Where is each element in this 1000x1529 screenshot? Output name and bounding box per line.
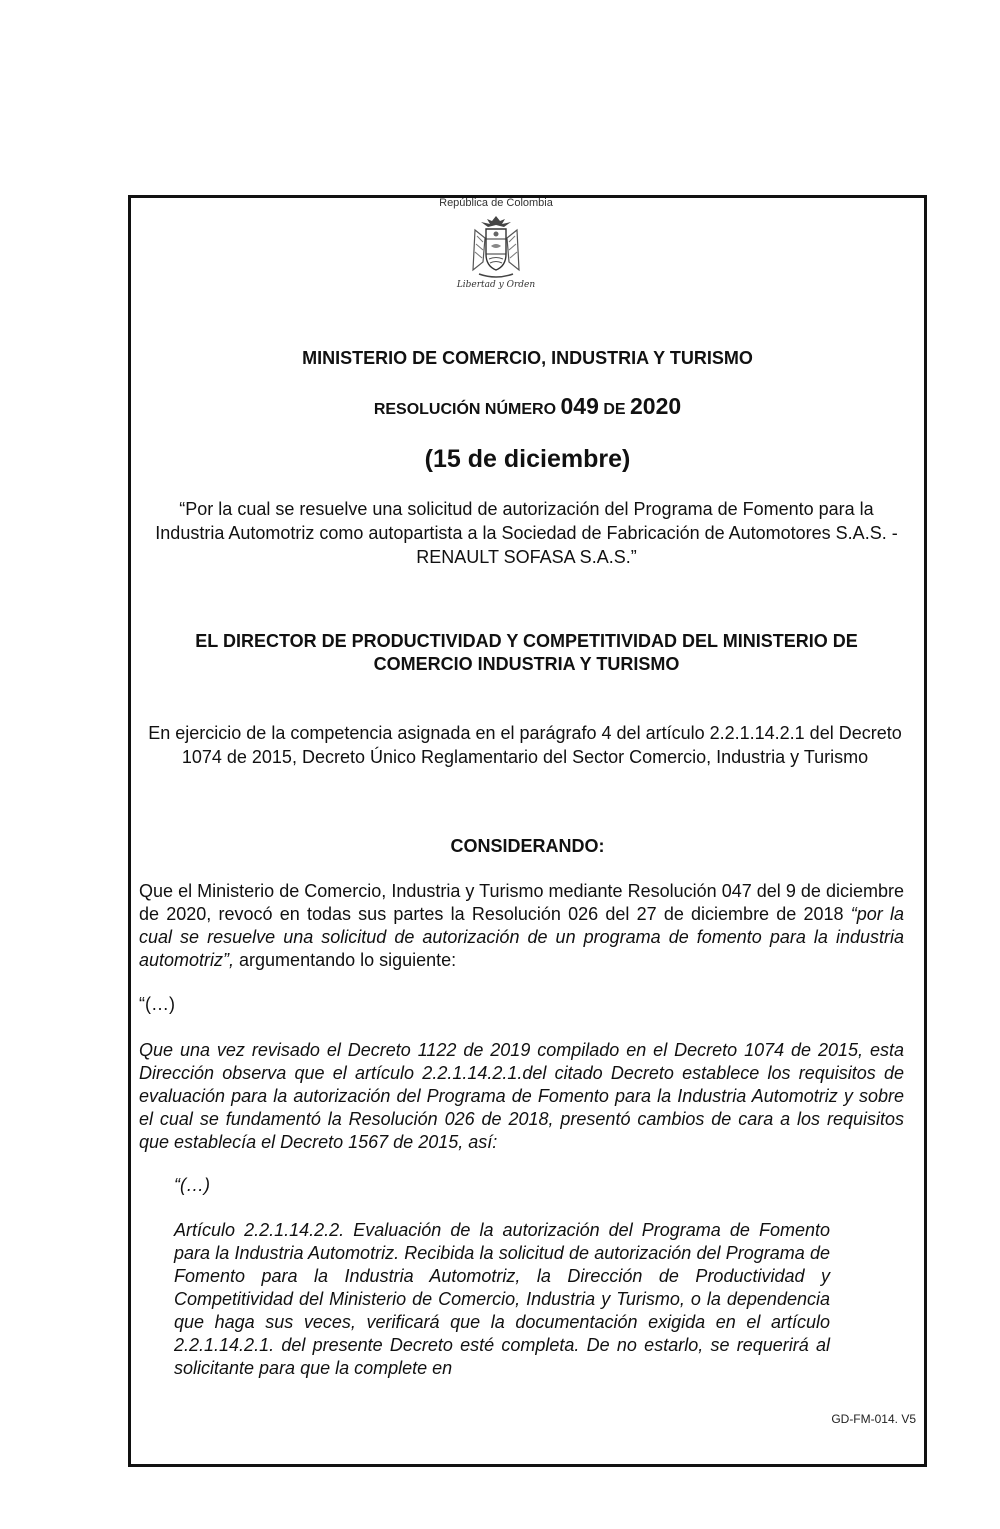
considerando-paragraph-1 bbox=[139, 880, 904, 972]
motto-label: Libertad y Orden bbox=[456, 280, 536, 290]
coat-of-arms bbox=[416, 196, 576, 306]
resolution-subject: “Por la cual se resuelve una solicitud de autorización del Programa de Fomento para la Industria Automotriz como autopartista a la Sociedad de Fabricación de Automotores S.A.S. - RENAULT SOFASA S.A.S.” bbox=[155, 499, 898, 567]
form-code: GD-FM-014. V5 bbox=[831, 1412, 916, 1426]
paragraph-1-quote: “por la cual se resuelve una solicitud de autorización de un programa de fomento para la industria automotriz”, bbox=[139, 904, 904, 970]
inner-quote-ellipsis: “(…) bbox=[174, 1175, 210, 1195]
resolution-label: RESOLUCIÓN NÚMERO bbox=[373, 401, 557, 418]
resolution-date: (15 de diciembre) bbox=[424, 445, 631, 473]
considerando-paragraph-2: Que una vez revisado el Decreto 1122 de 2019 compilado en el Decreto 1074 de 2015, esta Dirección observa que el artículo 2.2.1.14.2.1.del citado Decreto establece los requisitos de evaluación para la autorización del Programa de Fomento para la Industria Automotriz y sobre el cual se fundamentó la Resolución 026 de 2018, presentó cambios de cara a los requisitos que establecía el Decreto 1567 de 2015, así: bbox=[139, 1040, 904, 1152]
resolution-heading bbox=[128, 393, 927, 420]
quote-open-ellipsis: “(…) bbox=[139, 994, 175, 1014]
paragraph-1-outro: argumentando lo siguiente: bbox=[234, 950, 457, 970]
considerando-heading: CONSIDERANDO: bbox=[450, 836, 605, 856]
resolution-year: 2020 bbox=[630, 393, 682, 419]
country-label: República de Colombia bbox=[439, 197, 553, 209]
de-label: DE bbox=[603, 401, 626, 418]
article-quote-paragraph: Artículo 2.2.1.14.2.2. Evaluación de la autorización del Programa de Fomento para la Industria Automotriz. Recibida la solicitud de autorización del Programa de Fomento para la Industria Automotriz, la Dirección de Productividad y Competitividad del Ministerio de Comercio, Industria y Turismo, o la dependencia que haga sus veces, verificará que la documentación exigida en el artículo 2.2.1.14.2.1. del presente Decreto esté completa. De no estarlo, se requerirá al solicitante para que la complete en bbox=[174, 1220, 830, 1378]
resolution-number: 049 bbox=[560, 393, 599, 419]
competence-paragraph: En ejercicio de la competencia asignada en el parágrafo 4 del artículo 2.2.1.14.2.1 del Decreto 1074 de 2015, Decreto Único Reglamentario del Sector Comercio, Industria y Turismo bbox=[148, 723, 902, 767]
director-heading: EL DIRECTOR DE PRODUCTIVIDAD Y COMPETITIVIDAD DEL MINISTERIO DE COMERCIO INDUSTRIA Y TURISMO bbox=[195, 631, 858, 674]
shield-icon bbox=[461, 212, 531, 282]
paragraph-1-intro: Que el Ministerio de Comercio, Industria y Turismo mediante Resolución 047 del 9 de diciembre de 2020, revocó en todas sus partes la Resolución 026 del 27 de diciembre de 2018 bbox=[139, 881, 904, 924]
ministry-title: MINISTERIO DE COMERCIO, INDUSTRIA Y TURISMO bbox=[302, 348, 753, 368]
